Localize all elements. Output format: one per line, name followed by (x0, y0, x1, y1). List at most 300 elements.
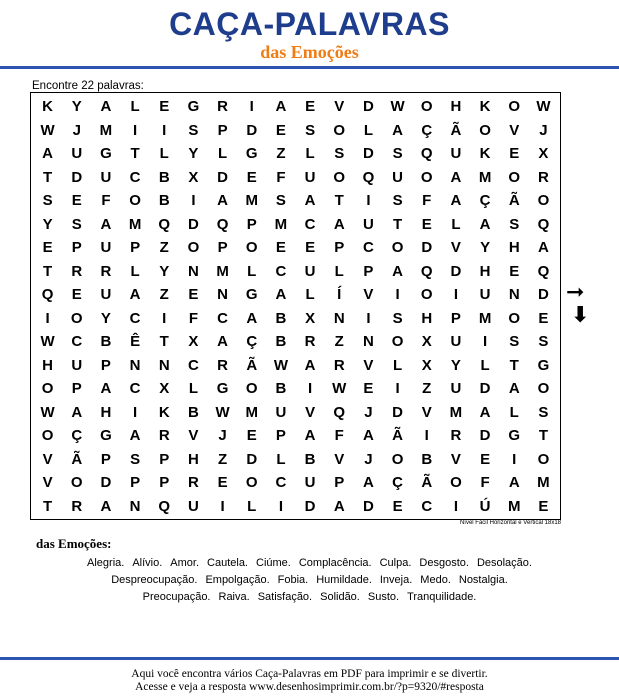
grid-cell: P (100, 450, 111, 468)
grid-cell: I (512, 450, 517, 468)
grid-cell: D (392, 403, 403, 421)
grid-cell: Q (420, 145, 433, 162)
grid-cell: I (278, 497, 283, 515)
grid-cell: W (390, 98, 405, 115)
word-list-item: Empolgação. (205, 574, 270, 586)
word-list-item: Medo. (420, 574, 451, 586)
word-list-item: Cautela. (207, 557, 248, 569)
word-list-item: Despreocupação. (111, 574, 198, 586)
grid-cell: E (305, 98, 316, 115)
grid-cell: B (275, 309, 287, 327)
grid-cell: S (334, 145, 345, 162)
grid-cell: A (392, 262, 403, 280)
grid-cell: L (305, 286, 315, 303)
grid-cell: U (304, 168, 316, 186)
grid-cell: G (508, 427, 521, 444)
word-list-item: Solidão. (320, 591, 360, 603)
grid-cell: C (421, 497, 433, 515)
grid-cell: L (188, 380, 198, 397)
word-list-item: Alívio. (132, 557, 163, 569)
grid-cell: I (424, 427, 429, 444)
word-list-item: Raiva. (218, 591, 250, 603)
grid-cell: S (305, 121, 316, 139)
grid-cell: R (71, 262, 83, 280)
grid-cell: Y (188, 145, 199, 162)
grid-cell: R (100, 262, 112, 280)
grid-cell: A (479, 403, 491, 421)
word-search-grid-frame (30, 92, 561, 520)
grid-cell: J (72, 121, 81, 139)
grid-cell: U (392, 168, 403, 186)
word-list-item: Fobia. (277, 574, 309, 586)
grid-cell: G (187, 98, 200, 115)
grid-cell: O (245, 380, 258, 397)
grid-cell: O (420, 286, 433, 303)
grid-cell: H (187, 450, 199, 468)
grid-cell: P (130, 474, 141, 491)
grid-cell: Ç (392, 474, 403, 491)
grid-cell: E (363, 380, 374, 397)
grid-cell: I (220, 497, 225, 515)
grid-cell: A (275, 98, 287, 115)
grid-cell: O (333, 168, 346, 186)
word-list-item: Ciúme. (256, 557, 291, 569)
grid-cell: M (537, 474, 550, 491)
grid-cell: C (71, 333, 83, 350)
grid-cell: Ç (71, 427, 83, 444)
grid-cell: Y (71, 98, 82, 115)
page-title: CAÇA-PALAVRAS (169, 6, 450, 42)
grid-cell: D (362, 98, 374, 115)
instruction-text: Encontre 22 palavras: (32, 80, 144, 92)
grid-cell: D (421, 239, 433, 256)
grid-cell: I (307, 380, 313, 397)
grid-cell: I (249, 98, 254, 115)
grid-cell: N (158, 356, 170, 374)
grid-cell: T (334, 192, 344, 209)
grid-cell: A (333, 215, 345, 233)
grid-cell: A (362, 474, 374, 491)
grid-cell: U (362, 215, 374, 233)
grid-cell: O (391, 450, 404, 468)
grid-cell: W (215, 403, 230, 421)
word-list-item: Nostalgia. (458, 574, 508, 586)
grid-cell: P (217, 121, 228, 139)
grid-cell: R (217, 98, 228, 115)
grid-cell: Q (362, 168, 375, 186)
grid-cell: C (362, 239, 374, 256)
word-list-item: Tranquilidade. (407, 591, 477, 603)
grid-cell: U (71, 356, 83, 374)
grid-cell: Y (42, 215, 53, 233)
word-list-item: Preocupação. (142, 591, 211, 603)
grid-cell: C (187, 356, 199, 374)
grid-cell: S (538, 333, 549, 350)
word-list-line (20, 572, 599, 589)
grid-cell: D (246, 121, 258, 139)
grid-cell: U (187, 497, 199, 515)
arrow-right-icon: ➞ (566, 280, 585, 305)
grid-cell: E (246, 168, 257, 186)
grid-cell: N (362, 333, 374, 350)
grid-cell: E (42, 239, 53, 256)
bottom-divider (0, 657, 619, 660)
grid-cell: C (129, 309, 141, 327)
grid-cell: F (422, 192, 432, 209)
grid-cell: B (275, 380, 287, 397)
grid-cell: L (130, 262, 140, 280)
grid-cell: I (366, 192, 371, 209)
grid-cell: O (245, 239, 258, 256)
grid-cell: F (101, 192, 111, 209)
grid-cell: O (508, 168, 521, 186)
grid-cell: K (479, 145, 491, 162)
grid-cell: E (509, 262, 520, 280)
grid-cell: D (304, 497, 316, 515)
grid-cell: L (334, 262, 344, 280)
grid-cell: P (71, 239, 82, 256)
grid-cell: J (218, 427, 227, 444)
grid-cell: F (334, 427, 344, 444)
grid-cell: Q (216, 215, 229, 233)
grid-cell: A (275, 286, 287, 303)
grid-cell: E (421, 215, 432, 233)
word-list-item: Amor. (170, 557, 200, 569)
word-list-item: Inveja. (379, 574, 413, 586)
grid-cell: O (70, 309, 83, 327)
grid-cell: O (479, 121, 491, 139)
word-list-item: Humildade. (316, 574, 372, 586)
grid-cell: J (364, 450, 373, 468)
grid-cell: A (450, 192, 462, 209)
grid-cell: A (42, 145, 53, 162)
grid-cell: I (162, 309, 167, 327)
grid-cell: A (362, 427, 374, 444)
grid-cell: V (334, 450, 345, 468)
grid-cell: M (99, 121, 113, 139)
grid-cell: T (392, 215, 403, 233)
grid-cell: A (100, 215, 112, 233)
grid-cell: X (159, 380, 170, 397)
grid-cell: H (421, 309, 433, 327)
grid-cell: O (420, 168, 433, 186)
grid-cell: S (71, 215, 82, 233)
word-list-item: Desolação. (476, 557, 532, 569)
grid-cell: A (304, 356, 316, 374)
grid-cell: I (132, 121, 138, 139)
grid-cell: Z (159, 286, 169, 303)
grid-cell: N (508, 286, 520, 303)
grid-cell: I (162, 121, 167, 139)
grid-cell: I (45, 309, 50, 327)
grid-cell: Q (333, 403, 346, 421)
grid-cell: R (158, 427, 170, 444)
grid-cell: A (217, 333, 228, 350)
word-list-item: Satisfação. (257, 591, 313, 603)
grid-cell: E (246, 427, 257, 444)
grid-cell: E (71, 286, 82, 303)
grid-cell: V (188, 427, 199, 444)
grid-cell: O (70, 474, 83, 491)
grid-cell: H (508, 239, 520, 256)
grid-cell: E (392, 497, 403, 515)
grid-cell: A (479, 215, 491, 233)
grid-cell: P (450, 309, 461, 327)
word-list-item: Susto. (367, 591, 400, 603)
grid-cell: S (538, 403, 549, 421)
grid-cell: S (130, 450, 141, 468)
grid-cell: L (509, 403, 519, 421)
grid-cell: M (245, 192, 258, 209)
grid-cell: B (158, 168, 170, 186)
grid-cell: R (450, 427, 462, 444)
grid-cell: N (129, 497, 141, 515)
page-subtitle: das Emoções (260, 42, 359, 62)
grid-cell: Y (159, 262, 170, 280)
grid-cell: J (539, 121, 548, 139)
grid-cell: V (450, 239, 461, 256)
grid-cell: C (129, 168, 141, 186)
grid-cell: X (538, 145, 549, 162)
grid-cell: V (42, 474, 53, 491)
grid-cell: C (275, 262, 287, 280)
grid-cell: N (333, 309, 345, 327)
grid-cell: P (130, 239, 141, 256)
grid-cell: Ç (479, 192, 491, 209)
grid-cell: T (42, 168, 53, 186)
grid-cell: D (479, 427, 491, 444)
grid-cell: W (536, 98, 551, 115)
grid-cell: B (304, 450, 316, 468)
grid-cell: V (450, 450, 461, 468)
grid-cell: S (509, 333, 520, 350)
grid-cell: P (334, 474, 345, 491)
word-list-item: Desgosto. (419, 557, 469, 569)
grid-cell: X (305, 309, 316, 327)
grid-cell: O (41, 380, 54, 397)
grid-cell: U (304, 262, 316, 280)
grid-cell: H (479, 262, 491, 280)
grid-cell: A (71, 403, 83, 421)
grid-cell: A (129, 286, 141, 303)
grid-cell: Ã (246, 356, 258, 374)
grid-cell: H (450, 98, 462, 115)
footer-line-1: Aqui você encontra vários Caça-Palavras em PDF para imprimir e se divertir. (131, 668, 488, 680)
grid-cell: S (275, 192, 286, 209)
grid-cell: V (363, 356, 374, 374)
grid-cell: L (480, 356, 490, 374)
grid-cell: G (537, 356, 550, 374)
grid-cell: R (537, 168, 549, 186)
grid-cell: E (509, 145, 520, 162)
grid-cell: Z (276, 145, 286, 162)
grid-cell: O (508, 98, 521, 115)
grid-cell: V (421, 403, 432, 421)
grid-cell: M (128, 215, 142, 233)
grid-cell: L (217, 145, 228, 162)
grid-cell: U (100, 168, 112, 186)
grid-cell: H (42, 356, 53, 374)
grid-cell: Ê (130, 333, 141, 350)
grid-cell: A (246, 309, 258, 327)
grid-cell: D (187, 215, 199, 233)
grid-cell: G (216, 380, 229, 397)
grid-cell: I (132, 403, 138, 421)
word-list-item: Complacência. (298, 557, 372, 569)
grid-cell: C (217, 309, 228, 327)
grid-cell: G (245, 145, 258, 162)
grid-cell: L (305, 145, 315, 162)
grid-cell: T (509, 356, 519, 374)
grid-cell: T (42, 262, 53, 280)
grid-cell: W (40, 403, 55, 421)
word-search-grid (33, 95, 558, 518)
grid-cell: A (129, 427, 141, 444)
grid-cell: X (188, 168, 199, 186)
grid-cell: H (100, 403, 112, 421)
grid-cell: Q (158, 215, 171, 233)
word-list-title: das Emoções: (36, 536, 112, 551)
grid-cell: Ç (246, 333, 258, 350)
grid-cell: P (159, 474, 170, 491)
grid-cell: G (100, 145, 112, 162)
grid-cell: D (217, 168, 228, 186)
grid-cell: T (130, 145, 140, 162)
grid-cell: L (363, 121, 373, 139)
grid-cell: E (275, 239, 286, 256)
grid-cell: Q (41, 286, 54, 303)
grid-cell: S (188, 121, 199, 139)
grid-cell: Y (480, 239, 491, 256)
grid-cell: D (100, 474, 112, 491)
grid-cell: S (42, 192, 53, 209)
grid-cell: U (275, 403, 287, 421)
grid-cell: A (100, 497, 112, 515)
grid-cell: U (100, 286, 112, 303)
grid-cell: F (276, 168, 286, 186)
grid-cell: N (217, 286, 228, 303)
grid-cell: U (450, 380, 462, 397)
grid-cell: U (450, 333, 462, 350)
grid-cell: O (420, 98, 433, 115)
grid-cell: L (247, 497, 257, 515)
grid-cell: Y (450, 356, 461, 374)
grid-cell: A (392, 121, 403, 139)
grid-cell: M (216, 262, 229, 280)
grid-cell: A (508, 380, 520, 397)
footer-line-2: Acesse e veja a resposta www.desenhosimprimir.com.br/?p=9320/#resposta (135, 681, 484, 693)
grid-cell: Í (337, 286, 342, 303)
grid-cell: A (100, 380, 112, 397)
word-list-line (20, 555, 599, 572)
grid-cell: W (273, 356, 288, 374)
grid-cell: I (482, 333, 488, 350)
grid-cell: M (449, 403, 463, 421)
grid-cell: R (71, 497, 83, 515)
grid-cell: E (217, 474, 228, 491)
grid-cell: L (130, 98, 140, 115)
grid-cell: K (42, 98, 53, 115)
grid-cell: Ã (421, 474, 433, 491)
top-divider (0, 66, 619, 69)
grid-cell: U (450, 145, 462, 162)
level-note: Nível Fácil Horizontal e Vertical 18x18 (459, 520, 561, 526)
grid-cell: L (451, 215, 461, 233)
grid-cell: A (217, 192, 228, 209)
grid-cell: A (508, 474, 520, 491)
grid-cell: M (478, 309, 492, 327)
grid-cell: U (479, 286, 491, 303)
grid-cell: E (275, 121, 286, 139)
grid-cell: O (245, 474, 258, 491)
grid-cell: Q (537, 262, 550, 280)
grid-cell: Z (334, 333, 344, 350)
grid-cell: I (395, 286, 400, 303)
grid-cell: O (537, 192, 550, 209)
grid-cell: B (421, 450, 433, 468)
grid-cell: S (392, 309, 403, 327)
grid-cell: Ú (479, 497, 491, 515)
grid-cell: Z (159, 239, 169, 256)
grid-cell: O (450, 474, 462, 491)
grid-cell: P (71, 380, 82, 397)
grid-cell: W (332, 380, 347, 397)
grid-cell: B (275, 333, 287, 350)
grid-cell: V (363, 286, 374, 303)
grid-cell: A (100, 98, 112, 115)
grid-cell: V (305, 403, 316, 421)
grid-cell: E (538, 497, 549, 515)
grid-cell: E (305, 239, 316, 256)
grid-cell: E (538, 309, 549, 327)
grid-cell: J (364, 403, 373, 421)
grid-cell: F (188, 309, 198, 327)
grid-cell: Z (217, 450, 228, 468)
grid-cell: P (217, 239, 228, 256)
grid-cell: D (246, 450, 258, 468)
grid-cell: I (395, 380, 400, 397)
grid-cell: B (158, 192, 170, 209)
grid-cell: S (509, 215, 520, 233)
grid-cell: C (129, 380, 141, 397)
grid-cell: Ã (392, 427, 403, 444)
grid-cell: G (100, 427, 112, 444)
grid-cell: Q (420, 262, 433, 280)
grid-cell: A (304, 427, 316, 444)
grid-cell: E (159, 98, 170, 115)
grid-cell: C (304, 215, 316, 233)
word-list-item: Alegria. (87, 557, 125, 569)
grid-cell: O (391, 333, 404, 350)
grid-cell: L (392, 356, 403, 374)
grid-cell: L (247, 262, 257, 280)
grid-cell: D (479, 380, 491, 397)
grid-cell: B (100, 333, 112, 350)
grid-cell: M (274, 215, 288, 233)
grid-cell: E (188, 286, 199, 303)
grid-cell: F (480, 474, 490, 491)
grid-cell: Ã (508, 192, 520, 209)
grid-cell: O (537, 380, 550, 397)
grid-cell: D (537, 286, 549, 303)
grid-cell: I (453, 497, 458, 515)
grid-cell: M (507, 497, 521, 515)
grid-cell: X (188, 333, 199, 350)
grid-cell: V (334, 98, 345, 115)
grid-cell: M (478, 168, 492, 186)
word-list (20, 555, 599, 606)
grid-cell: Y (100, 309, 111, 327)
